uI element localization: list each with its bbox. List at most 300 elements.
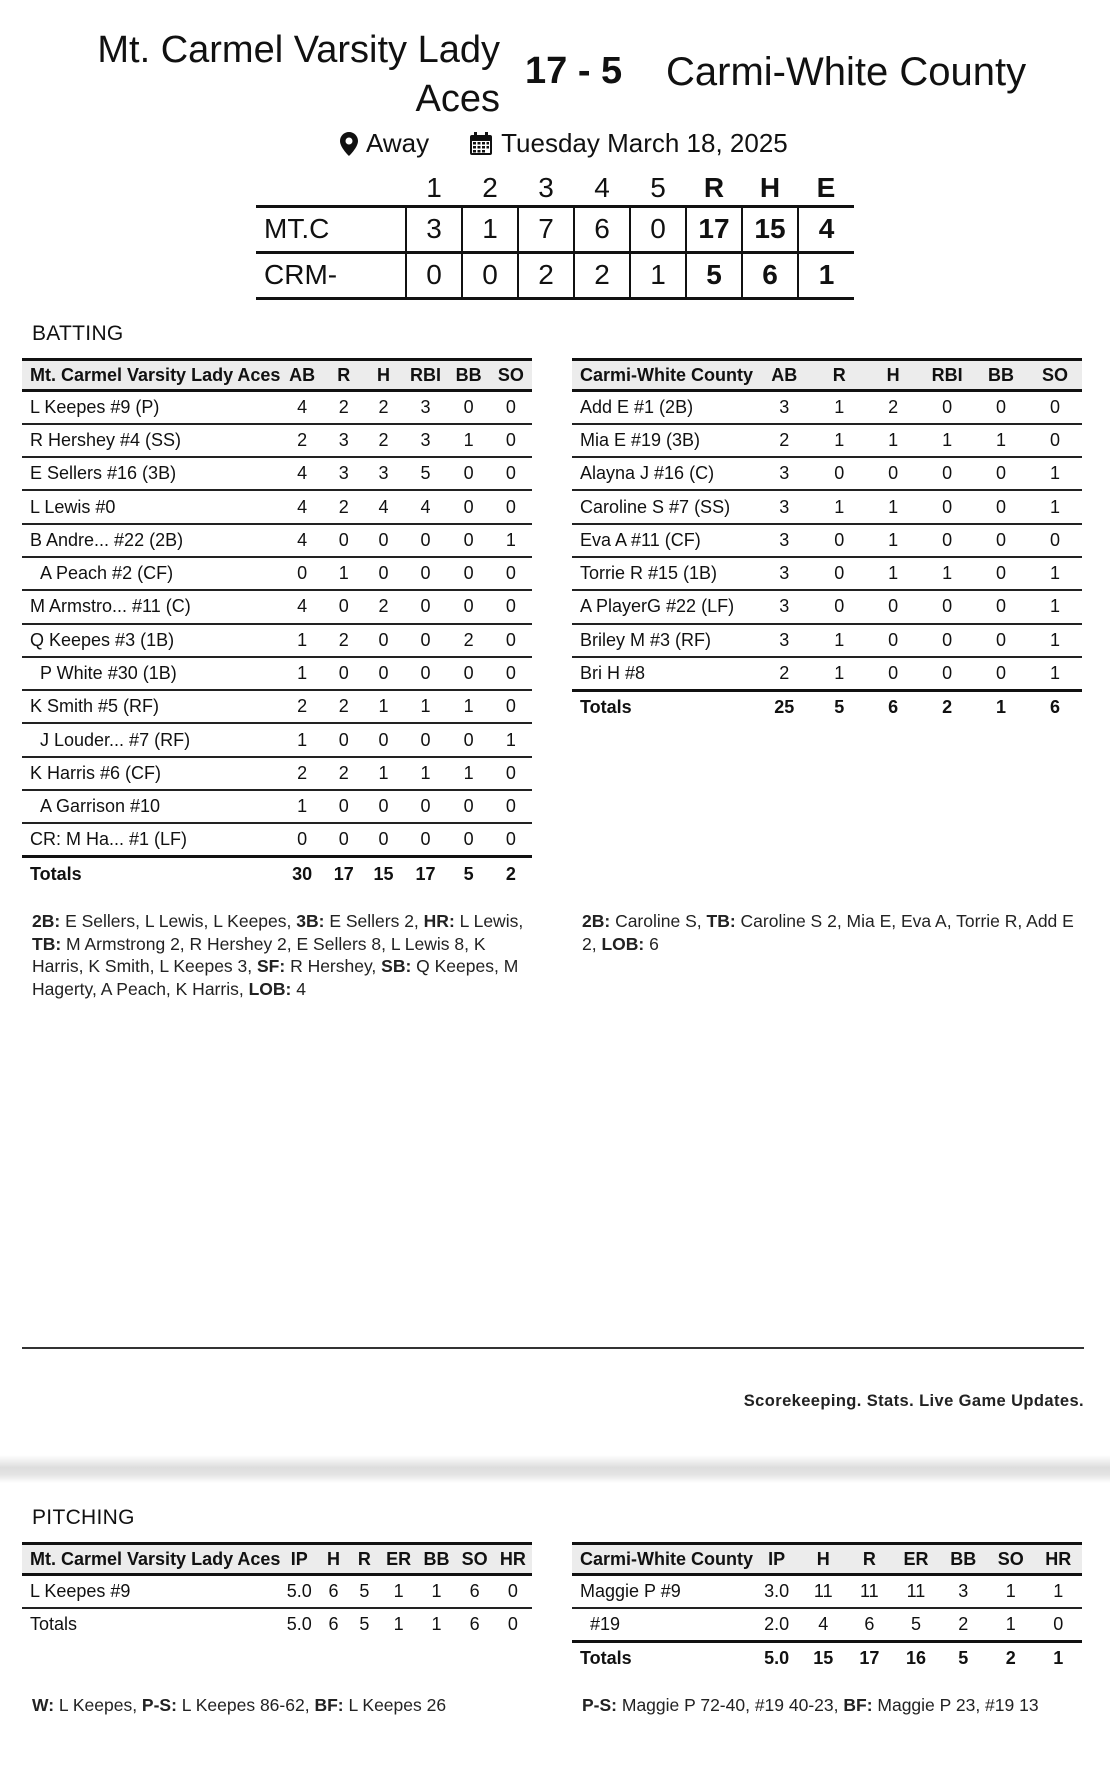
stat-value: 1 bbox=[403, 690, 447, 723]
stat-value: 0 bbox=[364, 790, 404, 823]
stat-value: 4 bbox=[280, 457, 323, 490]
player-name: M Armstro... #11 (C) bbox=[22, 590, 280, 623]
stat-value: 0 bbox=[490, 823, 532, 856]
stat-value: 5 bbox=[349, 1575, 380, 1608]
batting-team-header: Mt. Carmel Varsity Lady Aces bbox=[30, 364, 281, 385]
totals-value: 2 bbox=[987, 1641, 1034, 1674]
stat-value: 3 bbox=[324, 424, 364, 457]
note-key: LOB: bbox=[248, 978, 292, 999]
stat-value: 0 bbox=[280, 557, 323, 590]
player-name: J Louder... #7 (RF) bbox=[22, 723, 280, 756]
player-name: A Peach #2 (CF) bbox=[22, 557, 280, 590]
stat-header: SO bbox=[997, 1548, 1024, 1569]
stat-value: 1 bbox=[920, 557, 974, 590]
stat-header: R bbox=[337, 364, 351, 385]
stat-header: BB bbox=[950, 1548, 977, 1569]
stat-value: 4 bbox=[280, 524, 323, 557]
stat-value: 11 bbox=[800, 1575, 846, 1608]
stat-value: 0 bbox=[920, 524, 974, 557]
pitcher-row bbox=[22, 1575, 532, 1608]
footer-tagline: Scorekeeping. Stats. Live Game Updates. bbox=[743, 1392, 1084, 1410]
totals-label: Totals bbox=[22, 857, 280, 890]
stat-header: AB bbox=[289, 364, 316, 385]
batter-row bbox=[572, 590, 1082, 623]
totals-value: 6 bbox=[328, 1614, 339, 1635]
stat-value: 0 bbox=[490, 391, 532, 424]
stat-value: 0 bbox=[920, 590, 974, 623]
stat-value: 1 bbox=[490, 524, 532, 557]
note-key: P-S: bbox=[582, 1695, 617, 1715]
stat-header: ER bbox=[386, 1548, 412, 1569]
stat-header: BB bbox=[988, 364, 1015, 385]
totals-value: 5 bbox=[940, 1641, 987, 1674]
stat-header: RBI bbox=[931, 364, 963, 385]
totals-value: 5 bbox=[359, 1614, 370, 1635]
stat-value: 0 bbox=[364, 723, 404, 756]
stat-value: 1 bbox=[280, 624, 323, 657]
stat-value: 0 bbox=[490, 590, 532, 623]
stat-value: 0 bbox=[974, 490, 1028, 523]
stat-value: 4 bbox=[403, 490, 447, 523]
stat-value: 1 bbox=[1034, 1575, 1082, 1608]
stat-value: 4 bbox=[280, 590, 323, 623]
stat-value: 0 bbox=[403, 590, 447, 623]
inning-score: 1 bbox=[462, 206, 518, 252]
stat-value: 4 bbox=[280, 391, 323, 424]
batting-team-header: Carmi-White County bbox=[580, 364, 753, 385]
stat-value: 0 bbox=[448, 524, 490, 557]
stat-value: 0 bbox=[448, 557, 490, 590]
pitching-table-home bbox=[22, 1542, 532, 1641]
inning-score: 3 bbox=[406, 206, 462, 252]
batting-notes-home bbox=[32, 910, 532, 1000]
stat-value: 1 bbox=[1028, 657, 1082, 690]
note-value: 6 bbox=[644, 933, 659, 954]
totals-value: 5 bbox=[448, 857, 490, 890]
totals-row bbox=[22, 1608, 532, 1641]
player-name: Bri H #8 bbox=[572, 657, 756, 690]
stat-value: 1 bbox=[866, 557, 920, 590]
player-name: CR: M Ha... #1 (LF) bbox=[22, 823, 280, 856]
totals-row bbox=[22, 857, 532, 890]
stat-value: 4 bbox=[364, 490, 404, 523]
stat-header: SO bbox=[497, 364, 524, 385]
stat-header: H bbox=[327, 1548, 341, 1569]
stat-value: 2.0 bbox=[753, 1608, 800, 1641]
totals-value: 15 bbox=[800, 1641, 846, 1674]
stat-value: 0 bbox=[974, 391, 1028, 424]
stat-value: 1 bbox=[866, 424, 920, 457]
stat-value: 0 bbox=[920, 624, 974, 657]
inning-header: 2 bbox=[482, 172, 498, 204]
totals-value: 5.0 bbox=[753, 1641, 800, 1674]
stat-value: 0 bbox=[403, 790, 447, 823]
stat-value: 1 bbox=[280, 790, 323, 823]
stat-value: 0 bbox=[490, 790, 532, 823]
linescore-row-home bbox=[256, 206, 854, 252]
calendar-icon bbox=[469, 132, 493, 156]
batter-row bbox=[22, 524, 532, 557]
player-name: R Hershey #4 (SS) bbox=[22, 424, 280, 457]
player-name: L Keepes #9 (P) bbox=[22, 391, 280, 424]
player-name: B Andre... #22 (2B) bbox=[22, 524, 280, 557]
stat-value: 0 bbox=[920, 490, 974, 523]
stat-value: 3 bbox=[324, 457, 364, 490]
stat-header: R bbox=[357, 1548, 371, 1569]
player-name: Briley M #3 (RF) bbox=[572, 624, 756, 657]
stat-value: 1 bbox=[987, 1575, 1034, 1608]
stat-value: 2 bbox=[364, 391, 404, 424]
stat-value: 2 bbox=[448, 624, 490, 657]
stat-value: 2 bbox=[324, 490, 364, 523]
stat-value: 1 bbox=[1028, 624, 1082, 657]
note-key: BF: bbox=[314, 1695, 344, 1715]
inning-score: 2 bbox=[518, 252, 574, 298]
player-name: Mia E #19 (3B) bbox=[572, 424, 756, 457]
stat-value: 0 bbox=[364, 657, 404, 690]
stat-value: 1 bbox=[324, 557, 364, 590]
inning-score: 0 bbox=[406, 252, 462, 298]
game-location: Away bbox=[366, 128, 430, 158]
batter-row bbox=[572, 391, 1082, 424]
stat-value: 0 bbox=[324, 723, 364, 756]
stat-header: AB bbox=[771, 364, 798, 385]
batter-row bbox=[572, 424, 1082, 457]
note-value: L Keepes 86-62, bbox=[176, 1695, 315, 1715]
batter-row bbox=[22, 723, 532, 756]
stat-value: 1 bbox=[812, 624, 866, 657]
stat-value: 3 bbox=[756, 490, 812, 523]
stat-value: 0 bbox=[490, 557, 532, 590]
stat-value: 0 bbox=[866, 657, 920, 690]
totals-value: 30 bbox=[280, 857, 323, 890]
stat-value: 1 bbox=[364, 757, 404, 790]
inning-header: 3 bbox=[538, 172, 554, 204]
note-key: HR: bbox=[423, 911, 455, 931]
stat-value: 0 bbox=[866, 624, 920, 657]
inning-header: 1 bbox=[426, 172, 442, 204]
stat-value: 3 bbox=[403, 391, 447, 424]
note-key: LOB: bbox=[601, 933, 645, 954]
batter-row bbox=[22, 424, 532, 457]
stat-value: 0 bbox=[490, 624, 532, 657]
totals-label: Totals bbox=[30, 1614, 78, 1635]
pitching-notes-home bbox=[32, 1694, 532, 1717]
batting-notes-away bbox=[582, 910, 1082, 955]
stat-value: 1 bbox=[974, 424, 1028, 457]
stat-value: 0 bbox=[324, 790, 364, 823]
batting-section-title: BATTING bbox=[32, 322, 124, 345]
stat-value: 0 bbox=[490, 657, 532, 690]
stat-value: 0 bbox=[403, 657, 447, 690]
stat-value: 0 bbox=[920, 391, 974, 424]
batter-row bbox=[22, 624, 532, 657]
note-key: 2B: bbox=[32, 911, 61, 931]
stat-value: 2 bbox=[324, 690, 364, 723]
player-name: Torrie R #15 (1B) bbox=[572, 557, 756, 590]
stat-value: 0 bbox=[490, 457, 532, 490]
stat-value: 1 bbox=[364, 690, 404, 723]
stat-value: 2 bbox=[364, 424, 404, 457]
hits-total: 15 bbox=[742, 206, 798, 252]
runs-total: 17 bbox=[686, 206, 742, 252]
divider bbox=[22, 1347, 1084, 1349]
home-team-name: Mt. Carmel Varsity Lady Aces bbox=[97, 29, 500, 120]
stat-value: 1 bbox=[280, 723, 323, 756]
inning-score: 2 bbox=[574, 252, 630, 298]
stat-value: 3 bbox=[756, 624, 812, 657]
stat-value: 0 bbox=[974, 624, 1028, 657]
linescore-team: MT.C bbox=[264, 213, 330, 244]
batter-row bbox=[22, 457, 532, 490]
runs-total: 5 bbox=[686, 252, 742, 298]
totals-row bbox=[572, 690, 1082, 723]
stat-value: 0 bbox=[1034, 1608, 1082, 1641]
stat-value: 2 bbox=[940, 1608, 987, 1641]
stat-header: HR bbox=[1045, 1548, 1072, 1569]
stat-value: 0 bbox=[974, 457, 1028, 490]
stat-value: 0 bbox=[364, 823, 404, 856]
note-key: BF: bbox=[843, 1695, 873, 1715]
stat-value: 1 bbox=[448, 690, 490, 723]
note-value: Caroline S, bbox=[610, 911, 707, 931]
note-key: 3B: bbox=[296, 911, 325, 931]
stat-header: BB bbox=[423, 1548, 450, 1569]
totals-label: Totals bbox=[572, 690, 756, 723]
stat-value: 0 bbox=[448, 490, 490, 523]
player-name: P White #30 (1B) bbox=[22, 657, 280, 690]
stat-value: 1 bbox=[987, 1608, 1034, 1641]
batter-row bbox=[572, 624, 1082, 657]
stat-value: 0 bbox=[403, 524, 447, 557]
errors-total: 4 bbox=[798, 206, 854, 252]
totals-value: 1 bbox=[431, 1614, 442, 1635]
player-name: Eva A #11 (CF) bbox=[572, 524, 756, 557]
linescore-row-away bbox=[256, 252, 854, 298]
stat-value: 3.0 bbox=[753, 1575, 800, 1608]
stat-value: 5 bbox=[403, 457, 447, 490]
stat-value: 1 bbox=[280, 657, 323, 690]
note-key: SB: bbox=[381, 956, 412, 976]
stat-value: 3 bbox=[756, 391, 812, 424]
stat-value: 0 bbox=[448, 457, 490, 490]
inning-score: 7 bbox=[518, 206, 574, 252]
batter-row bbox=[572, 457, 1082, 490]
note-value: Q Keepes, M Hagerty, A Peach, K Harris, bbox=[32, 956, 519, 999]
stat-value: 2 bbox=[364, 590, 404, 623]
stat-value: 0 bbox=[403, 624, 447, 657]
stat-value: 0 bbox=[974, 590, 1028, 623]
note-value: Maggie P 72-40, #19 40-23, bbox=[617, 1695, 844, 1715]
player-name: A Garrison #10 bbox=[22, 790, 280, 823]
stat-value: 1 bbox=[812, 490, 866, 523]
stat-value: 0 bbox=[490, 690, 532, 723]
stat-value: 2 bbox=[324, 624, 364, 657]
player-name: K Smith #5 (RF) bbox=[22, 690, 280, 723]
totals-value: 6 bbox=[866, 690, 920, 723]
stat-value: 0 bbox=[866, 590, 920, 623]
stat-value: 2 bbox=[280, 757, 323, 790]
hits-header: H bbox=[759, 172, 781, 204]
stat-value: 0 bbox=[280, 823, 323, 856]
game-date: Tuesday March 18, 2025 bbox=[501, 128, 788, 158]
pitching-team-header: Carmi-White County bbox=[580, 1548, 753, 1569]
stat-header: R bbox=[862, 1548, 876, 1569]
stat-value: 0 bbox=[448, 790, 490, 823]
stat-header: IP bbox=[768, 1548, 786, 1569]
pitching-section-title: PITCHING bbox=[32, 1506, 135, 1529]
final-score: 17 - 5 bbox=[525, 50, 623, 92]
note-key: TB: bbox=[32, 933, 62, 954]
stat-value: 0 bbox=[324, 823, 364, 856]
stat-value: 3 bbox=[756, 590, 812, 623]
stat-value: 0 bbox=[403, 557, 447, 590]
stat-value: 0 bbox=[403, 723, 447, 756]
player-name: L Keepes #9 bbox=[22, 1575, 280, 1608]
stat-value: 5 bbox=[892, 1608, 939, 1641]
stat-value: 1 bbox=[448, 757, 490, 790]
stat-value: 1 bbox=[417, 1575, 455, 1608]
player-name: Alayna J #16 (C) bbox=[572, 457, 756, 490]
linescore-table bbox=[256, 172, 854, 300]
stat-value: 0 bbox=[866, 457, 920, 490]
totals-value: 1 bbox=[1034, 1641, 1082, 1674]
stat-value: 0 bbox=[324, 524, 364, 557]
stat-value: 1 bbox=[490, 723, 532, 756]
stat-value: 0 bbox=[490, 757, 532, 790]
stat-value: 6 bbox=[846, 1608, 892, 1641]
totals-value: 5.0 bbox=[286, 1614, 312, 1635]
note-value: L Keepes, bbox=[54, 1695, 142, 1715]
stat-value: 2 bbox=[324, 757, 364, 790]
totals-value: 5 bbox=[812, 690, 866, 723]
pitcher-row bbox=[572, 1608, 1082, 1641]
stat-value: 0 bbox=[324, 590, 364, 623]
note-value: L Keepes 26 bbox=[343, 1695, 447, 1715]
stat-value: 5.0 bbox=[280, 1575, 318, 1608]
player-name: L Lewis #0 bbox=[22, 490, 280, 523]
stat-value: 0 bbox=[1028, 524, 1082, 557]
batter-row bbox=[572, 524, 1082, 557]
batter-row bbox=[572, 657, 1082, 690]
stat-header: RBI bbox=[409, 364, 441, 385]
stat-value: 0 bbox=[364, 524, 404, 557]
stat-header: HR bbox=[499, 1548, 526, 1569]
totals-value: 6 bbox=[1028, 690, 1082, 723]
batting-table-home bbox=[22, 358, 532, 890]
stat-value: 2 bbox=[280, 424, 323, 457]
totals-row bbox=[572, 1641, 1082, 1674]
stat-header: SO bbox=[461, 1548, 488, 1569]
totals-value: 25 bbox=[756, 690, 812, 723]
stat-header: IP bbox=[290, 1548, 308, 1569]
totals-value: 16 bbox=[892, 1641, 939, 1674]
batter-row bbox=[22, 790, 532, 823]
stat-header: SO bbox=[1041, 364, 1068, 385]
stat-value: 1 bbox=[812, 424, 866, 457]
stat-value: 1 bbox=[866, 490, 920, 523]
batter-row bbox=[572, 557, 1082, 590]
stat-value: 2 bbox=[756, 657, 812, 690]
stat-value: 1 bbox=[380, 1575, 418, 1608]
stat-value: 0 bbox=[364, 624, 404, 657]
stat-value: 0 bbox=[448, 657, 490, 690]
stat-value: 3 bbox=[403, 424, 447, 457]
stat-value: 1 bbox=[1028, 457, 1082, 490]
stat-value: 0 bbox=[1028, 424, 1082, 457]
stat-header: R bbox=[832, 364, 846, 385]
stat-value: 0 bbox=[364, 557, 404, 590]
stat-value: 0 bbox=[812, 557, 866, 590]
totals-value: 0 bbox=[507, 1614, 518, 1635]
player-name: K Harris #6 (CF) bbox=[22, 757, 280, 790]
linescore-team: CRM- bbox=[264, 259, 338, 290]
batter-row bbox=[22, 657, 532, 690]
stat-value: 2 bbox=[324, 391, 364, 424]
totals-value: 17 bbox=[846, 1641, 892, 1674]
stat-value: 0 bbox=[324, 657, 364, 690]
stat-value: 0 bbox=[490, 490, 532, 523]
note-key: SF: bbox=[257, 956, 286, 976]
totals-label: Totals bbox=[572, 1641, 753, 1674]
stat-value: 2 bbox=[866, 391, 920, 424]
stat-value: 0 bbox=[974, 557, 1028, 590]
player-name: E Sellers #16 (3B) bbox=[22, 457, 280, 490]
note-value: Caroline S 2, Mia E, Eva A, Torrie R, Add E 2, bbox=[582, 911, 1074, 954]
player-name: Caroline S #7 (SS) bbox=[572, 490, 756, 523]
stat-value: 0 bbox=[490, 424, 532, 457]
stat-value: 4 bbox=[800, 1608, 846, 1641]
note-key: W: bbox=[32, 1695, 55, 1715]
stat-value: 1 bbox=[866, 524, 920, 557]
game-meta bbox=[340, 128, 788, 159]
errors-header: E bbox=[816, 172, 836, 204]
stat-value: 1 bbox=[1028, 557, 1082, 590]
inning-score: 0 bbox=[462, 252, 518, 298]
batter-row bbox=[22, 557, 532, 590]
note-value: Maggie P 23, #19 13 bbox=[872, 1695, 1039, 1715]
stat-value: 0 bbox=[448, 391, 490, 424]
note-value: 4 bbox=[291, 978, 306, 999]
inning-score: 0 bbox=[630, 206, 686, 252]
stat-value: 1 bbox=[1028, 590, 1082, 623]
note-value: R Hershey, bbox=[285, 956, 382, 976]
batting-table-away bbox=[572, 358, 1082, 723]
totals-value: 15 bbox=[364, 857, 404, 890]
away-team-name: Carmi-White County bbox=[666, 50, 1027, 94]
totals-value: 17 bbox=[324, 857, 364, 890]
pitching-team-header: Mt. Carmel Varsity Lady Aces bbox=[30, 1548, 281, 1569]
totals-value: 2 bbox=[490, 857, 532, 890]
location-pin-icon bbox=[340, 132, 358, 156]
stat-value: 0 bbox=[448, 823, 490, 856]
stat-header: H bbox=[377, 364, 390, 385]
stat-value: 6 bbox=[318, 1575, 349, 1608]
totals-value: 1 bbox=[974, 690, 1028, 723]
stat-value: 4 bbox=[280, 490, 323, 523]
totals-value: 17 bbox=[403, 857, 447, 890]
player-name: A PlayerG #22 (LF) bbox=[572, 590, 756, 623]
stat-value: 0 bbox=[403, 823, 447, 856]
note-key: TB: bbox=[706, 911, 736, 931]
note-key: P-S: bbox=[141, 1695, 177, 1715]
totals-value: 6 bbox=[469, 1614, 480, 1635]
pitching-notes-away bbox=[582, 1694, 1082, 1717]
batter-row bbox=[22, 757, 532, 790]
stat-value: 0 bbox=[494, 1575, 532, 1608]
stat-value: 2 bbox=[756, 424, 812, 457]
totals-value: 1 bbox=[393, 1614, 404, 1635]
